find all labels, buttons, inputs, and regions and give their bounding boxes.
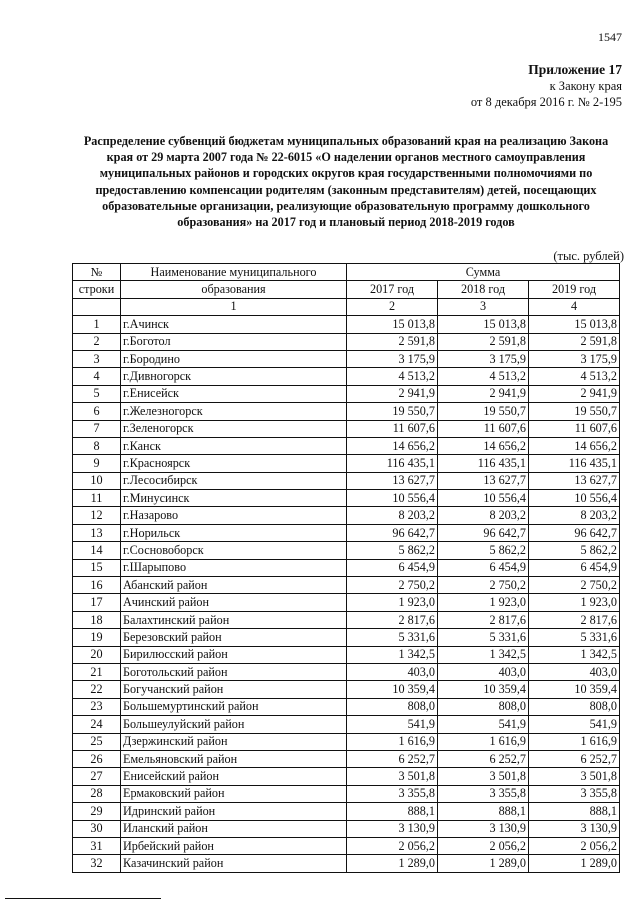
amount-2019: 10 359,4 [529,681,620,698]
amount-2018: 5 331,6 [438,629,529,646]
amount-2018: 11 607,6 [438,420,529,437]
municipality-name: Большемуртинский район [121,698,347,715]
amount-2019: 96 642,7 [529,524,620,541]
municipality-name: г.Бородино [121,350,347,367]
header-name-line1: Наименование муниципального [121,264,347,281]
amount-2017: 5 862,2 [347,542,438,559]
amount-2018: 3 501,8 [438,768,529,785]
municipality-name: Бирилюсский район [121,646,347,663]
amount-2019: 14 656,2 [529,437,620,454]
amount-2019: 808,0 [529,698,620,715]
table-row [73,507,620,524]
amount-2019: 2 941,9 [529,385,620,402]
amount-2017: 15 013,8 [347,316,438,333]
municipality-name: Енисейский район [121,768,347,785]
row-number: 30 [73,820,121,837]
amount-2018: 14 656,2 [438,437,529,454]
row-number: 10 [73,472,121,489]
row-number: 25 [73,733,121,750]
municipality-name: Балахтинский район [121,611,347,628]
amount-2018: 2 750,2 [438,577,529,594]
amount-2017: 2 941,9 [347,385,438,402]
row-number: 9 [73,455,121,472]
amount-2019: 1 342,5 [529,646,620,663]
amount-2018: 4 513,2 [438,368,529,385]
amount-2019: 8 203,2 [529,507,620,524]
municipality-name: г.Енисейск [121,385,347,402]
table-row [73,472,620,489]
municipality-name: г.Минусинск [121,490,347,507]
municipality-name: Ирбейский район [121,837,347,854]
amount-2017: 13 627,7 [347,472,438,489]
amount-2017: 808,0 [347,698,438,715]
amount-2018: 808,0 [438,698,529,715]
municipality-name: Богучанский район [121,681,347,698]
page-number: 1547 [598,30,622,44]
table-row [73,437,620,454]
table-row [73,785,620,802]
amount-2017: 11 607,6 [347,420,438,437]
municipality-name: Ачинский район [121,594,347,611]
municipality-name: г.Железногорск [121,403,347,420]
amount-2017: 888,1 [347,803,438,820]
amount-2019: 11 607,6 [529,420,620,437]
amount-2019: 1 289,0 [529,855,620,872]
amount-2019: 1 616,9 [529,733,620,750]
table-row [73,316,620,333]
amount-2019: 3 130,9 [529,820,620,837]
row-number: 1 [73,316,121,333]
row-number: 23 [73,698,121,715]
amount-2018: 96 642,7 [438,524,529,541]
row-number: 20 [73,646,121,663]
amount-2017: 10 556,4 [347,490,438,507]
footnote-divider [5,898,161,899]
municipality-name: г.Зеленогорск [121,420,347,437]
row-number: 3 [73,350,121,367]
table-row [73,524,620,541]
amount-2019: 3 175,9 [529,350,620,367]
amount-2017: 1 342,5 [347,646,438,663]
row-number: 15 [73,559,121,576]
table-row [73,542,620,559]
row-number: 32 [73,855,121,872]
amount-2018: 403,0 [438,663,529,680]
amount-2019: 4 513,2 [529,368,620,385]
amount-2018: 1 342,5 [438,646,529,663]
row-number: 31 [73,837,121,854]
amount-2018: 15 013,8 [438,316,529,333]
amount-2018: 10 556,4 [438,490,529,507]
table-row [73,333,620,350]
header-year-2019: 2019 год [529,281,620,298]
amount-2017: 6 454,9 [347,559,438,576]
table-row [73,681,620,698]
table-row [73,385,620,402]
amount-2017: 10 359,4 [347,681,438,698]
row-number: 29 [73,803,121,820]
amount-2017: 8 203,2 [347,507,438,524]
amount-2018: 3 130,9 [438,820,529,837]
column-number-2: 2 [347,298,438,315]
municipality-name: Дзержинский район [121,733,347,750]
amount-2017: 3 175,9 [347,350,438,367]
appendix-block [471,62,622,110]
municipality-name: г.Шарыпово [121,559,347,576]
amount-2018: 2 817,6 [438,611,529,628]
amount-2018: 19 550,7 [438,403,529,420]
row-number: 27 [73,768,121,785]
row-number: 14 [73,542,121,559]
municipality-name: Березовский район [121,629,347,646]
amount-2019: 3 501,8 [529,768,620,785]
amount-2018: 5 862,2 [438,542,529,559]
amount-2017: 2 750,2 [347,577,438,594]
amount-2019: 2 817,6 [529,611,620,628]
row-number: 8 [73,437,121,454]
amount-2017: 403,0 [347,663,438,680]
amount-2018: 6 454,9 [438,559,529,576]
amount-2018: 13 627,7 [438,472,529,489]
municipality-name: г.Красноярск [121,455,347,472]
amount-2017: 2 591,8 [347,333,438,350]
amount-2018: 888,1 [438,803,529,820]
amount-2019: 3 355,8 [529,785,620,802]
amount-2019: 2 591,8 [529,333,620,350]
amount-2018: 1 923,0 [438,594,529,611]
municipality-name: г.Ачинск [121,316,347,333]
table-row [73,368,620,385]
table-row [73,611,620,628]
amount-2019: 541,9 [529,716,620,733]
table-row [73,629,620,646]
amount-2018: 1 616,9 [438,733,529,750]
table-row [73,716,620,733]
municipality-name: г.Боготол [121,333,347,350]
row-number: 26 [73,750,121,767]
row-number: 6 [73,403,121,420]
document-title: Распределение субвенций бюджетам муниципальных образований края на реализацию Закона края от 29 марта 2007 года № 22-6015 «О наделении органов местного самоуправления муниципальных районов и городских округов края государственными полномочиями по предоставлению компенсации родителям (законным представителям) детей, посещающих образовательные организации, реализующие образовательную программу дошкольного образования» на 2017 год и плановый период 2018-2019 годов [83,134,609,230]
header-num-line2: строки [73,281,121,298]
row-number: 28 [73,785,121,802]
table-row [73,455,620,472]
municipality-name: г.Канск [121,437,347,454]
amount-2018: 3 175,9 [438,350,529,367]
municipality-name: Ермаковский район [121,785,347,802]
amount-2018: 2 941,9 [438,385,529,402]
table-row [73,698,620,715]
municipality-name: Большеулуйский район [121,716,347,733]
amount-2018: 2 056,2 [438,837,529,854]
table-row [73,420,620,437]
municipality-name: г.Назарово [121,507,347,524]
amount-2019: 2 750,2 [529,577,620,594]
table-row [73,403,620,420]
table-header [73,264,620,316]
amount-2017: 14 656,2 [347,437,438,454]
row-number: 21 [73,663,121,680]
amount-2019: 116 435,1 [529,455,620,472]
amount-2017: 4 513,2 [347,368,438,385]
row-number: 24 [73,716,121,733]
row-number: 4 [73,368,121,385]
table-body [73,316,620,873]
row-number: 17 [73,594,121,611]
table-row [73,820,620,837]
amount-2018: 541,9 [438,716,529,733]
amount-2017: 2 817,6 [347,611,438,628]
amount-2018: 10 359,4 [438,681,529,698]
header-sum: Сумма [347,264,620,281]
amount-2019: 6 454,9 [529,559,620,576]
amount-2018: 3 355,8 [438,785,529,802]
row-number: 18 [73,611,121,628]
units-label: (тыс. рублей) [553,249,624,263]
row-number: 5 [73,385,121,402]
municipality-name: Боготольский район [121,663,347,680]
amount-2017: 2 056,2 [347,837,438,854]
table-row [73,768,620,785]
amount-2017: 19 550,7 [347,403,438,420]
amount-2019: 15 013,8 [529,316,620,333]
amount-2017: 3 501,8 [347,768,438,785]
municipality-name: Иланский район [121,820,347,837]
appendix-title: Приложение 17 [528,62,622,77]
municipality-name: г.Норильск [121,524,347,541]
amount-2017: 96 642,7 [347,524,438,541]
row-number: 11 [73,490,121,507]
amount-2017: 6 252,7 [347,750,438,767]
amount-2018: 2 591,8 [438,333,529,350]
header-year-2017: 2017 год [347,281,438,298]
amount-2019: 5 862,2 [529,542,620,559]
table-row [73,594,620,611]
municipality-name: Абанский район [121,577,347,594]
amount-2017: 1 616,9 [347,733,438,750]
amount-2019: 2 056,2 [529,837,620,854]
table-row [73,663,620,680]
amount-2018: 6 252,7 [438,750,529,767]
amount-2019: 13 627,7 [529,472,620,489]
amount-2017: 1 923,0 [347,594,438,611]
municipality-name: г.Дивногорск [121,368,347,385]
row-number: 22 [73,681,121,698]
amount-2019: 5 331,6 [529,629,620,646]
column-number-blank [73,298,121,315]
municipality-name: Идринский район [121,803,347,820]
table-row [73,350,620,367]
table-row [73,559,620,576]
amount-2019: 403,0 [529,663,620,680]
amount-2017: 3 355,8 [347,785,438,802]
amount-2019: 888,1 [529,803,620,820]
table-row [73,837,620,854]
subsidy-table [72,263,620,873]
table-row [73,855,620,872]
column-number-4: 4 [529,298,620,315]
table-row [73,803,620,820]
amount-2018: 116 435,1 [438,455,529,472]
amount-2019: 6 252,7 [529,750,620,767]
row-number: 7 [73,420,121,437]
amount-2017: 1 289,0 [347,855,438,872]
amount-2019: 19 550,7 [529,403,620,420]
table-row [73,490,620,507]
row-number: 2 [73,333,121,350]
table-row [73,646,620,663]
column-number-3: 3 [438,298,529,315]
appendix-date: от 8 декабря 2016 г. № 2-195 [470,95,622,109]
row-number: 13 [73,524,121,541]
header-name-line2: образования [121,281,347,298]
amount-2018: 8 203,2 [438,507,529,524]
column-number-1: 1 [121,298,347,315]
municipality-name: г.Лесосибирск [121,472,347,489]
header-year-2018: 2018 год [438,281,529,298]
table-row [73,733,620,750]
amount-2019: 1 923,0 [529,594,620,611]
table-row [73,750,620,767]
municipality-name: г.Сосновоборск [121,542,347,559]
municipality-name: Казачинский район [121,855,347,872]
row-number: 12 [73,507,121,524]
amount-2019: 10 556,4 [529,490,620,507]
amount-2017: 3 130,9 [347,820,438,837]
amount-2017: 541,9 [347,716,438,733]
appendix-law-reference: к Закону края [549,79,622,93]
amount-2017: 5 331,6 [347,629,438,646]
amount-2017: 116 435,1 [347,455,438,472]
municipality-name: Емельяновский район [121,750,347,767]
row-number: 19 [73,629,121,646]
header-num-line1: № [73,264,121,281]
amount-2018: 1 289,0 [438,855,529,872]
row-number: 16 [73,577,121,594]
table-row [73,577,620,594]
